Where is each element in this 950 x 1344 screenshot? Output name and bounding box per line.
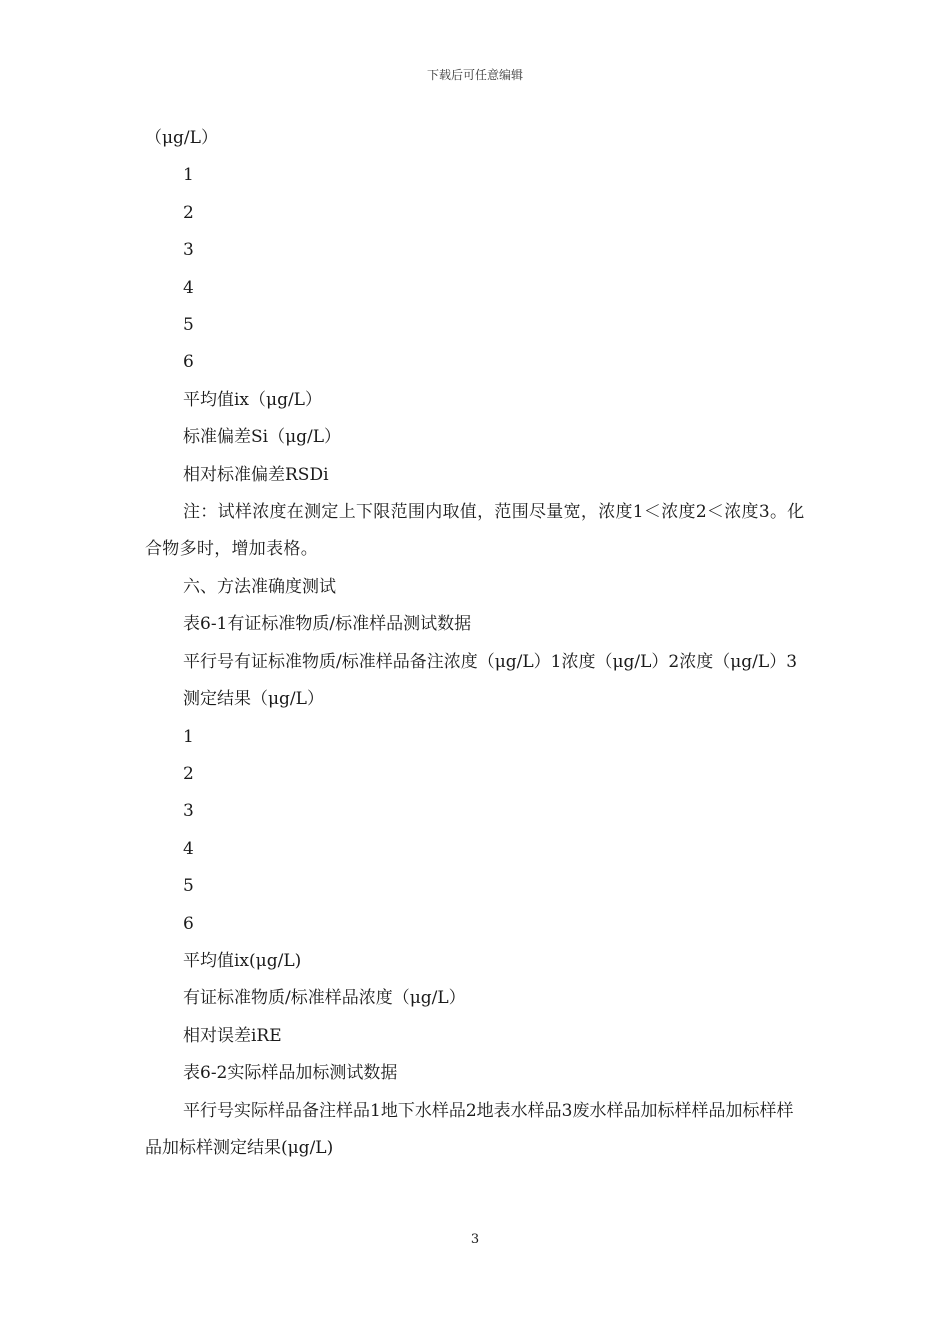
text-line: 4 <box>183 838 194 859</box>
text-line: 5 <box>183 876 194 897</box>
text-line: 相对误差iRE <box>183 1025 282 1046</box>
page-number: 3 <box>470 1232 480 1247</box>
note-paragraph: 注：试样浓度在测定上下限范围内取值，范围尽量宽，浓度1＜浓度2＜浓度3。化合物多时，增加表格。 <box>145 502 805 560</box>
text-line: 相对标准偏差RSDi <box>183 464 329 485</box>
text-line: 4 <box>183 277 194 298</box>
page-header: 下载后可任意编辑 <box>426 68 523 82</box>
text-line: 3 <box>183 240 194 261</box>
text-line: 平均值ix(μg/L) <box>183 950 302 971</box>
table-caption: 表6-1有证标准物质/标准样品测试数据 <box>183 614 472 635</box>
text-line: （μg/L） <box>145 128 218 148</box>
text-line: 1 <box>183 726 194 747</box>
text-line: 有证标准物质/标准样品浓度（μg/L） <box>183 988 466 1009</box>
text-line: 平均值ix（μg/L） <box>183 389 322 410</box>
table-caption: 表6-2实际样品加标测试数据 <box>183 1063 398 1084</box>
table-header-text: 平行号有证标准物质/标准样品备注浓度（μg/L）1浓度（μg/L）2浓度（μg/L）3 <box>183 651 798 672</box>
table-header-text: 平行号实际样品备注样品1地下水样品2地表水样品3废水样品加标样样品加标样样品加标样测定结果(μg/L) <box>145 1100 794 1158</box>
text-line: 6 <box>183 913 194 934</box>
text-line: 1 <box>183 165 194 186</box>
text-line: 5 <box>183 315 194 336</box>
document-body <box>145 120 810 1167</box>
text-line: 测定结果（μg/L） <box>183 689 324 710</box>
text-line: 2 <box>183 763 194 784</box>
text-line: 3 <box>183 801 194 822</box>
text-line: 6 <box>183 352 194 373</box>
text-line: 2 <box>183 202 194 223</box>
section-heading: 六、方法准确度测试 <box>183 576 336 597</box>
text-line: 标准偏差Si（μg/L） <box>183 427 342 448</box>
